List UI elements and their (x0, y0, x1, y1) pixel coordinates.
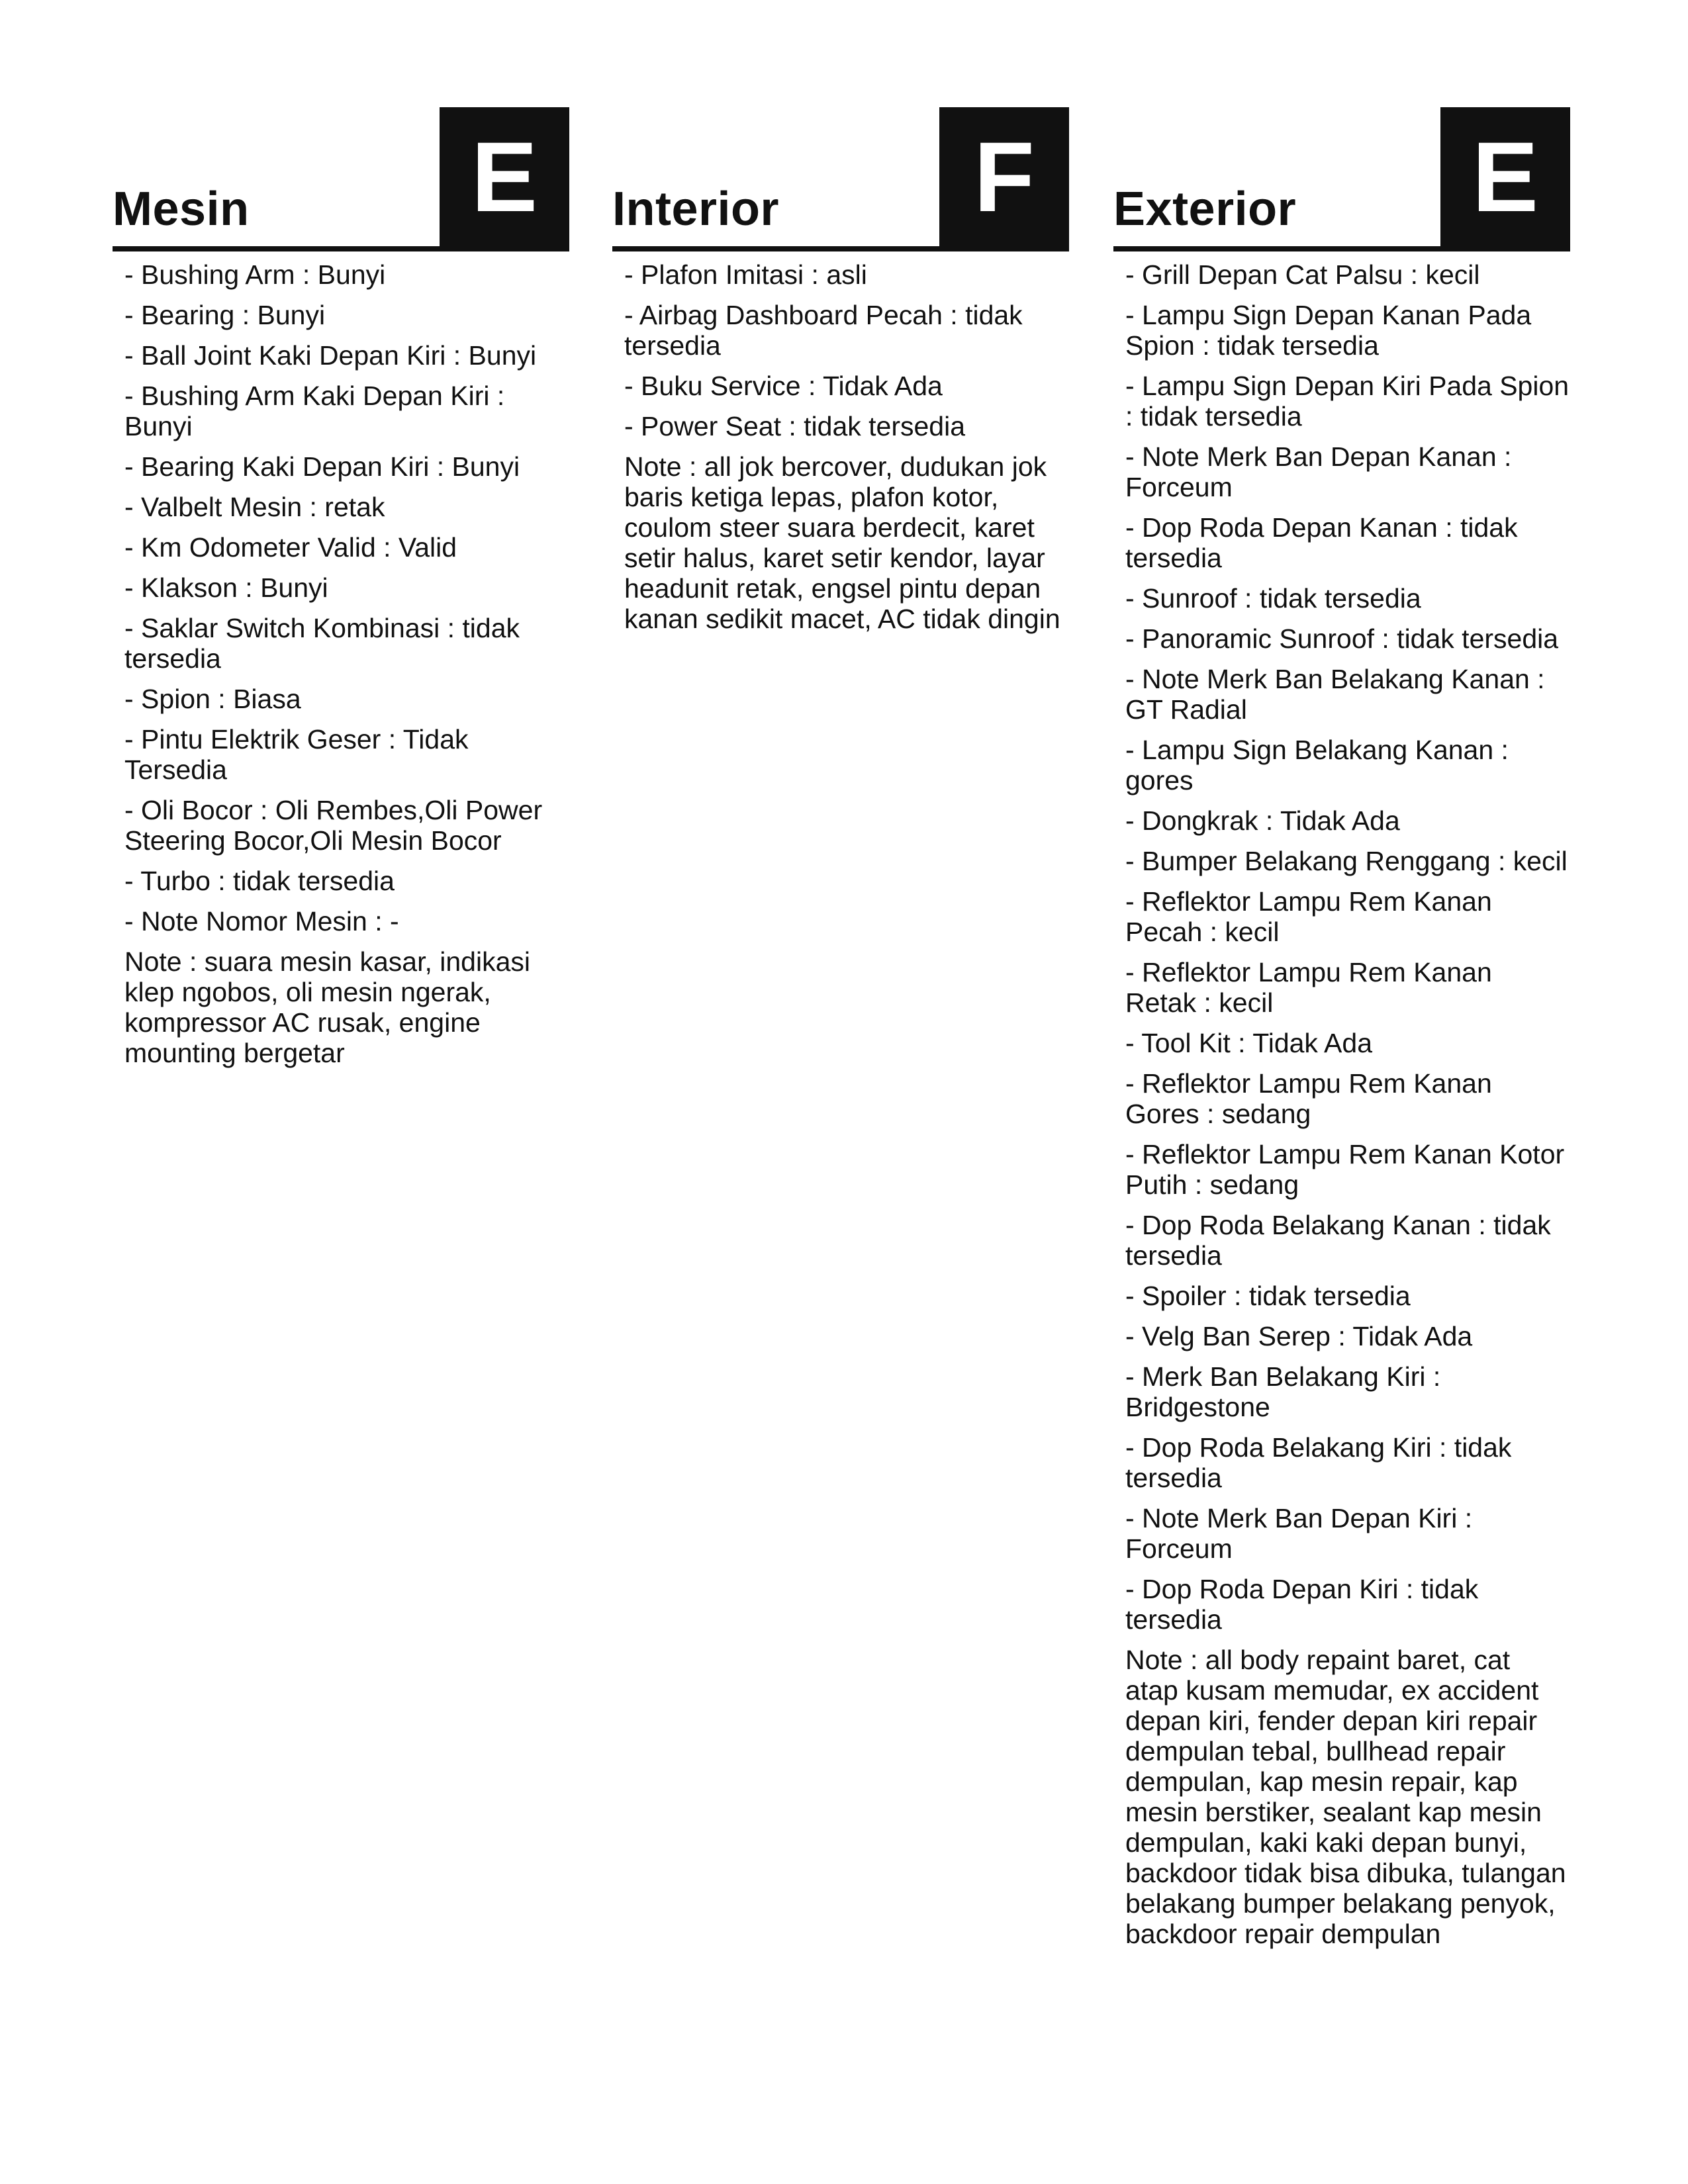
inspection-item: - Lampu Sign Depan Kiri Pada Spion : tidak tersedia (1125, 371, 1570, 432)
inspection-item: - Buku Service : Tidak Ada (624, 371, 943, 401)
section-title: Interior (612, 183, 780, 236)
inspection-item: - Spion : Biasa (124, 684, 301, 714)
section-title: Exterior (1113, 183, 1297, 236)
section-interior (612, 107, 1069, 634)
inspection-item: - Note Merk Ban Depan Kanan : Forceum (1125, 441, 1512, 502)
inspection-item: - Ball Joint Kaki Depan Kiri : Bunyi (124, 340, 537, 371)
inspection-item: - Bearing Kaki Depan Kiri : Bunyi (124, 451, 520, 482)
inspection-item: - Panoramic Sunroof : tidak tersedia (1125, 623, 1559, 654)
inspection-item: - Dop Roda Depan Kanan : tidak tersedia (1125, 512, 1518, 573)
inspection-item: - Note Merk Ban Belakang Kanan : GT Radial (1125, 664, 1545, 725)
inspection-item: - Pintu Elektrik Geser : Tidak Tersedia (124, 724, 469, 785)
section-header (113, 107, 569, 251)
grade-badge: E (440, 107, 569, 246)
section-title: Mesin (113, 183, 250, 236)
inspection-item: - Turbo : tidak tersedia (124, 866, 395, 896)
inspection-item: - Reflektor Lampu Rem Kanan Gores : sedang (1125, 1068, 1492, 1129)
inspection-item: - Airbag Dashboard Pecah : tidak tersedia (624, 300, 1023, 361)
grade-badge: F (939, 107, 1069, 246)
inspection-item: - Velg Ban Serep : Tidak Ada (1125, 1321, 1473, 1351)
inspection-list (1113, 251, 1570, 1635)
inspection-item: - Merk Ban Belakang Kiri : Bridgestone (1125, 1361, 1441, 1422)
inspection-item: - Dongkrak : Tidak Ada (1125, 805, 1400, 836)
section-note: Note : suara mesin kasar, indikasi klep ngobos, oli mesin ngerak, kompressor AC rusak, engine mounting bergetar (124, 946, 530, 1068)
grade-badge: E (1440, 107, 1570, 246)
inspection-item: - Dop Roda Depan Kiri : tidak tersedia (1125, 1574, 1479, 1635)
inspection-item: - Spoiler : tidak tersedia (1125, 1281, 1411, 1311)
inspection-item: - Tool Kit : Tidak Ada (1125, 1028, 1373, 1058)
inspection-item: - Bearing : Bunyi (124, 300, 326, 330)
inspection-item: - Bushing Arm : Bunyi (124, 259, 386, 290)
inspection-item: - Plafon Imitasi : asli (624, 259, 867, 290)
inspection-item: - Bumper Belakang Renggang : kecil (1125, 846, 1568, 876)
section-mesin (113, 107, 569, 1068)
inspection-item: - Grill Depan Cat Palsu : kecil (1125, 259, 1480, 290)
section-note: Note : all jok bercover, dudukan jok baris ketiga lepas, plafon kotor, coulom steer suara berdecit, karet setir halus, karet setir kendor, layar headunit retak, engsel pintu depan kanan sedikit macet, AC tidak dingin (624, 451, 1060, 634)
inspection-item: - Power Seat : tidak tersedia (624, 411, 966, 441)
inspection-list (113, 251, 569, 936)
inspection-item: - Saklar Switch Kombinasi : tidak tersedia (124, 613, 520, 674)
inspection-item: - Dop Roda Belakang Kiri : tidak tersedia (1125, 1432, 1512, 1493)
inspection-item: - Reflektor Lampu Rem Kanan Pecah : kecil (1125, 886, 1492, 947)
inspection-item: - Lampu Sign Belakang Kanan : gores (1125, 735, 1509, 796)
inspection-item: - Note Merk Ban Depan Kiri : Forceum (1125, 1503, 1473, 1564)
section-header (1113, 107, 1570, 251)
inspection-item: - Valbelt Mesin : retak (124, 492, 385, 522)
inspection-item: - Km Odometer Valid : Valid (124, 532, 457, 563)
inspection-item: - Reflektor Lampu Rem Kanan Kotor Putih : sedang (1125, 1139, 1565, 1200)
inspection-item: - Dop Roda Belakang Kanan : tidak tersedia (1125, 1210, 1551, 1271)
section-exterior (1113, 107, 1570, 1949)
inspection-item: - Lampu Sign Depan Kanan Pada Spion : tidak tersedia (1125, 300, 1532, 361)
section-header (612, 107, 1069, 251)
inspection-item: - Klakson : Bunyi (124, 572, 328, 603)
inspection-item: - Sunroof : tidak tersedia (1125, 583, 1421, 614)
inspection-item: - Note Nomor Mesin : - (124, 906, 399, 936)
inspection-list (612, 251, 1069, 441)
section-note: Note : all body repaint baret, cat atap kusam memudar, ex accident depan kiri, fender depan kiri repair dempulan tebal, bullhead repair dempulan, kap mesin repair, kap mesin berstiker, sealant kap mesin dempulan, kaki kaki depan bunyi, backdoor tidak bisa dibuka, tulangan belakang bumper belakang penyok, backdoor repair dempulan (1125, 1645, 1566, 1949)
inspection-item: - Bushing Arm Kaki Depan Kiri : Bunyi (124, 381, 505, 441)
inspection-item: - Oli Bocor : Oli Rembes,Oli Power Steering Bocor,Oli Mesin Bocor (124, 795, 543, 856)
inspection-item: - Reflektor Lampu Rem Kanan Retak : kecil (1125, 957, 1492, 1018)
